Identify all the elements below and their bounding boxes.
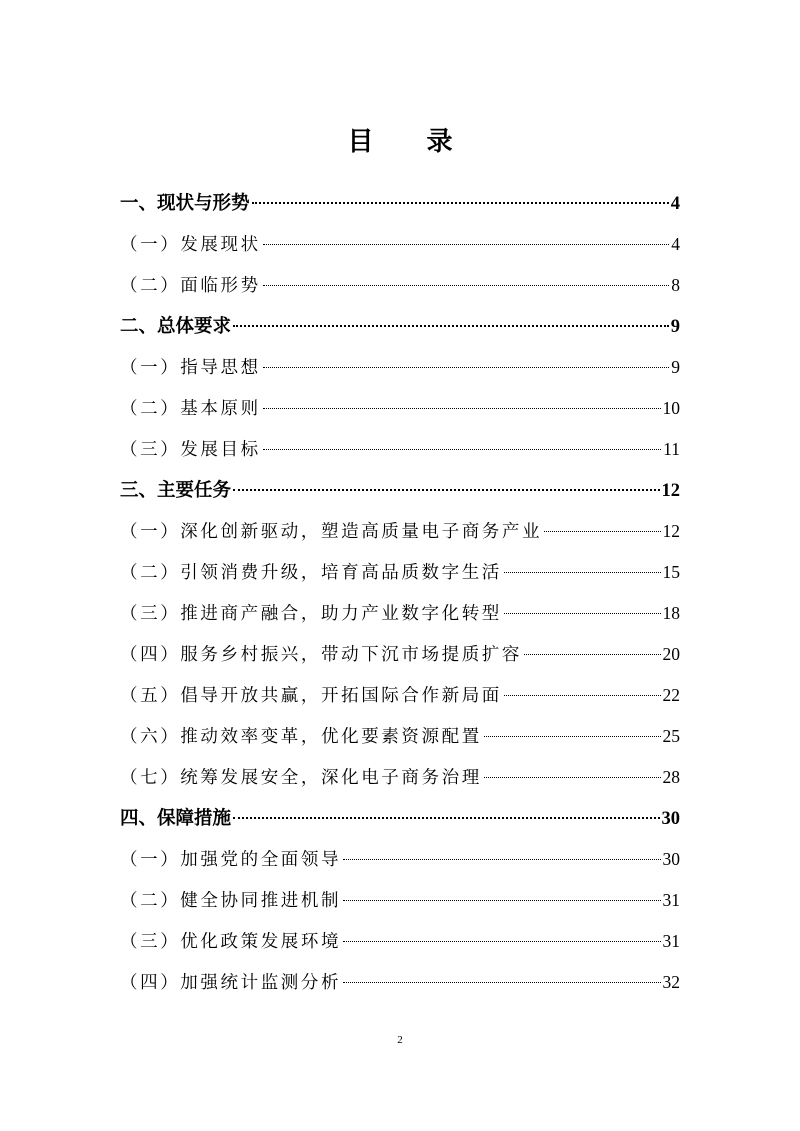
- toc-dot-leader: [343, 859, 660, 860]
- toc-dot-leader: [233, 325, 669, 327]
- toc-entry-title: （三）优化政策发展环境: [120, 932, 342, 952]
- toc-entry-page: 31: [662, 890, 680, 910]
- toc-dot-leader: [504, 695, 661, 696]
- toc-section-entry[interactable]: [120, 716, 680, 757]
- toc-section-entry[interactable]: [120, 839, 680, 880]
- toc-dot-leader: [343, 900, 660, 901]
- toc-entry-page: 28: [662, 767, 680, 787]
- toc-section-entry[interactable]: [120, 880, 680, 921]
- toc-entry-page: 30: [661, 809, 680, 829]
- toc-entry-page: 20: [662, 644, 680, 664]
- toc-entry-page: 4: [671, 234, 680, 254]
- toc-section-entry[interactable]: [120, 962, 680, 1003]
- toc-entry-title: （二）基本原则: [120, 399, 261, 419]
- toc-entry-page: 22: [662, 685, 680, 705]
- toc-entry-page: 12: [662, 521, 680, 541]
- toc-entry-page: 31: [662, 931, 680, 951]
- toc-section-entry[interactable]: [120, 265, 680, 306]
- toc-entry-title: 一、现状与形势: [120, 193, 250, 214]
- toc-dot-leader: [263, 285, 670, 286]
- toc-dot-leader: [524, 654, 661, 655]
- toc-dot-leader: [343, 982, 660, 983]
- toc-entry-title: （五）倡导开放共赢，开拓国际合作新局面: [120, 686, 502, 706]
- toc-entry-title: （一）深化创新驱动，塑造高质量电子商务产业: [120, 522, 543, 542]
- toc-entry-page: 32: [662, 972, 680, 992]
- toc-entry-title: 三、主要任务: [120, 480, 232, 501]
- toc-entry-page: 30: [662, 849, 680, 869]
- toc-section-entry[interactable]: [120, 388, 680, 429]
- toc-chapter-entry[interactable]: [120, 798, 680, 839]
- toc-entry-title: （一）发展现状: [120, 235, 261, 255]
- toc-entry-title: （四）加强统计监测分析: [120, 973, 342, 993]
- toc-entry-page: 12: [661, 481, 680, 501]
- toc-entry-page: 11: [663, 439, 680, 459]
- toc-entry-title: （六）推动效率变革，优化要素资源配置: [120, 727, 482, 747]
- toc-entry-page: 8: [671, 275, 680, 295]
- toc-entry-page: 9: [671, 357, 680, 377]
- toc-chapter-entry[interactable]: [120, 183, 680, 224]
- toc-entry-title: （二）健全协同推进机制: [120, 891, 342, 911]
- toc-dot-leader: [504, 613, 661, 614]
- toc-entry-title: （二）面临形势: [120, 276, 261, 296]
- toc-dot-leader: [544, 531, 660, 532]
- toc-dot-leader: [263, 367, 670, 368]
- toc-section-entry[interactable]: [120, 634, 680, 675]
- toc-dot-leader: [263, 408, 661, 409]
- toc-entry-title: （四）服务乡村振兴，带动下沉市场提质扩容: [120, 645, 522, 665]
- toc-dot-leader: [252, 202, 669, 204]
- toc-section-entry[interactable]: [120, 675, 680, 716]
- toc-entry-page: 25: [662, 726, 680, 746]
- toc-dot-leader: [484, 777, 661, 778]
- page-title: 目 录: [347, 127, 475, 158]
- toc-entry-title: （三）发展目标: [120, 440, 261, 460]
- toc-entry-title: （三）推进商产融合，助力产业数字化转型: [120, 604, 502, 624]
- toc-dot-leader: [263, 449, 661, 450]
- toc-section-entry[interactable]: [120, 921, 680, 962]
- toc-section-entry[interactable]: [120, 224, 680, 265]
- toc-section-entry[interactable]: [120, 552, 680, 593]
- toc-entry-page: 15: [662, 562, 680, 582]
- toc-chapter-entry[interactable]: [120, 470, 680, 511]
- page-number: 2: [397, 1034, 403, 1046]
- toc-entry-page: 9: [670, 317, 680, 337]
- toc-section-entry[interactable]: [120, 757, 680, 798]
- toc-entry-title: （一）指导思想: [120, 358, 261, 378]
- toc-entry-title: 二、总体要求: [120, 316, 232, 337]
- toc-entry-page: 18: [662, 603, 680, 623]
- toc-dot-leader: [504, 572, 661, 573]
- table-of-contents: [120, 183, 680, 1003]
- toc-entry-page: 10: [662, 398, 680, 418]
- toc-dot-leader: [233, 817, 659, 819]
- toc-entry-title: 四、保障措施: [120, 808, 232, 829]
- toc-dot-leader: [263, 244, 670, 245]
- toc-entry-title: （二）引领消费升级，培育高品质数字生活: [120, 563, 502, 583]
- toc-section-entry[interactable]: [120, 347, 680, 388]
- toc-chapter-entry[interactable]: [120, 306, 680, 347]
- toc-section-entry[interactable]: [120, 511, 680, 552]
- toc-section-entry[interactable]: [120, 429, 680, 470]
- toc-dot-leader: [484, 736, 661, 737]
- toc-entry-title: （一）加强党的全面领导: [120, 850, 342, 870]
- toc-dot-leader: [343, 941, 660, 942]
- toc-dot-leader: [233, 489, 659, 491]
- toc-entry-title: （七）统筹发展安全，深化电子商务治理: [120, 768, 482, 788]
- toc-entry-page: 4: [670, 194, 680, 214]
- toc-section-entry[interactable]: [120, 593, 680, 634]
